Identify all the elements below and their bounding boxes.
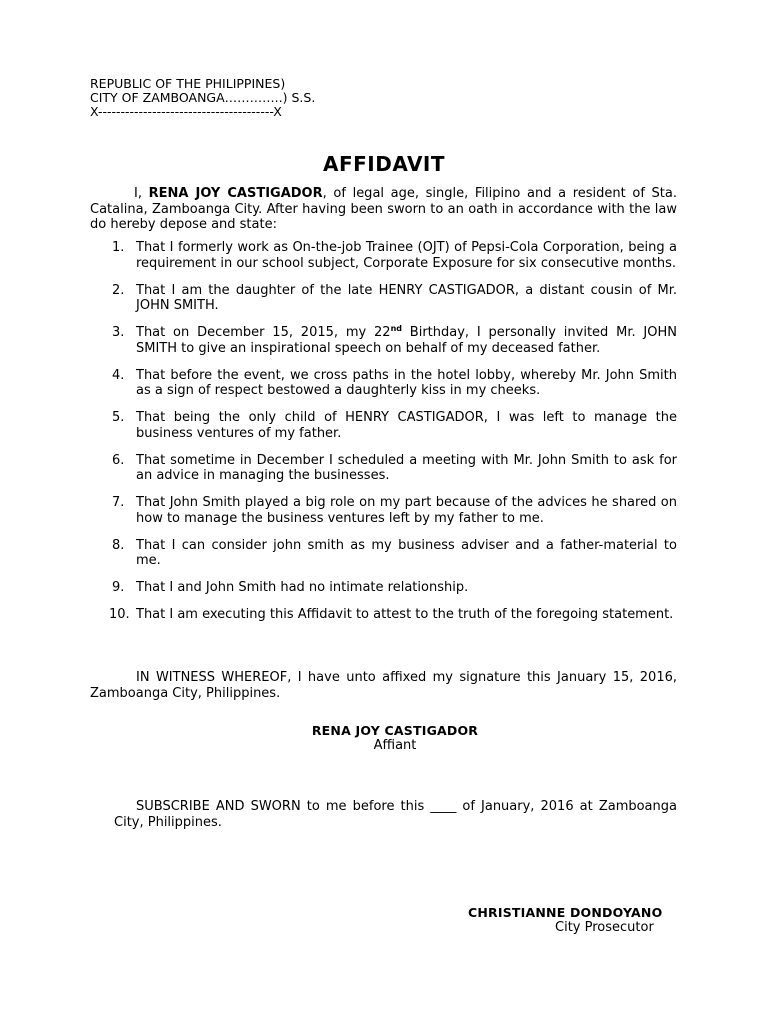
list-item [90, 580, 677, 596]
item-number: 4. [112, 367, 125, 383]
list-item [90, 368, 677, 399]
item-text-after: Birthday, I personally invited Mr. JOHN SMITH to give an inspirational speech on behalf of my deceased father. [136, 325, 677, 356]
list-item [90, 538, 677, 569]
item-number: 2. [112, 282, 125, 298]
intro-paragraph [90, 186, 677, 233]
caption-divider: X---------------------------------------X [90, 104, 282, 119]
list-item [90, 495, 677, 526]
item-number: 10. [109, 607, 130, 622]
list-item [90, 410, 677, 441]
item-text: That I formerly work as On-the-job Trainee (OJT) of Pepsi-Cola Corporation, being a requirement in our school subject, Corporate Exposure for six consecutive months. [136, 240, 677, 271]
witness-paragraph [90, 670, 677, 701]
item-text: That I am executing this Affidavit to attest to the truth of the foregoing statement. [136, 607, 674, 622]
affiant-name: RENA JOY CASTIGADOR [311, 723, 479, 738]
item-number: 7. [112, 495, 125, 510]
witness-text: IN WITNESS WHEREOF, I have unto affixed my signature this January 15, 2016, Zamboanga City, Philippines. [90, 670, 677, 701]
item-text: That I can consider john smith as my business adviser and a father-material to me. [136, 537, 677, 568]
item-text: That John Smith played a big role on my part because of the advices he shared on how to manage the business ventures left by my father to me. [136, 495, 677, 526]
item-text: That being the only child of HENRY CASTIGADOR, I was left to manage the business ventures of my father. [136, 410, 677, 441]
item-text: That before the event, we cross paths in the hotel lobby, whereby Mr. John Smith as a sign of respect bestowed a daughterly kiss in my cheeks. [136, 367, 677, 398]
intro-text: , of legal age, single, Filipino and a resident of Sta. Catalina, Zamboanga City. After having been sworn to an oath in accordance with the law do hereby depose and state: [90, 186, 677, 232]
list-item [90, 453, 677, 484]
item-number: 1. [112, 240, 125, 255]
list-item [90, 240, 677, 271]
document-title: AFFIDAVIT [322, 152, 446, 176]
caption-republic: REPUBLIC OF THE PHILIPPINES) [90, 76, 286, 91]
list-item [90, 283, 677, 314]
item-number: 8. [112, 537, 125, 553]
item-number: 5. [112, 410, 125, 425]
item-text: That I and John Smith had no intimate relationship. [136, 580, 469, 595]
list-item [90, 607, 677, 623]
affiant-signature-block [0, 723, 768, 753]
item-number: 6. [112, 452, 125, 468]
affiant-role: Affiant [373, 738, 417, 753]
item-text: That I am the daughter of the late HENRY CASTIGADOR, a distant cousin of Mr. JOHN SMITH. [136, 282, 677, 313]
ordinal-suffix: nd [390, 324, 402, 333]
item-number: 3. [112, 325, 125, 340]
item-text: That sometime in December I scheduled a meeting with Mr. John Smith to ask for an advice in managing the businesses. [136, 452, 677, 483]
subscribe-text: SUBSCRIBE AND SWORN to me before this ____ of January, 2016 at Zamboanga City, Philippines. [114, 799, 677, 830]
intro-prefix: I, [134, 186, 149, 201]
subscribe-paragraph [114, 799, 677, 830]
statement-list [90, 240, 677, 634]
affiant-name-inline: RENA JOY CASTIGADOR [148, 186, 323, 201]
item-number: 9. [112, 580, 125, 595]
prosecutor-name: CHRISTIANNE DONDOYANO [468, 905, 663, 920]
caption-city: CITY OF ZAMBOANGA…………..) S.S. [90, 90, 316, 105]
document-caption [90, 77, 315, 119]
item-text-before: That on December 15, 2015, my 22 [136, 325, 391, 340]
prosecutor-role: City Prosecutor [555, 920, 654, 935]
list-item [90, 325, 677, 356]
